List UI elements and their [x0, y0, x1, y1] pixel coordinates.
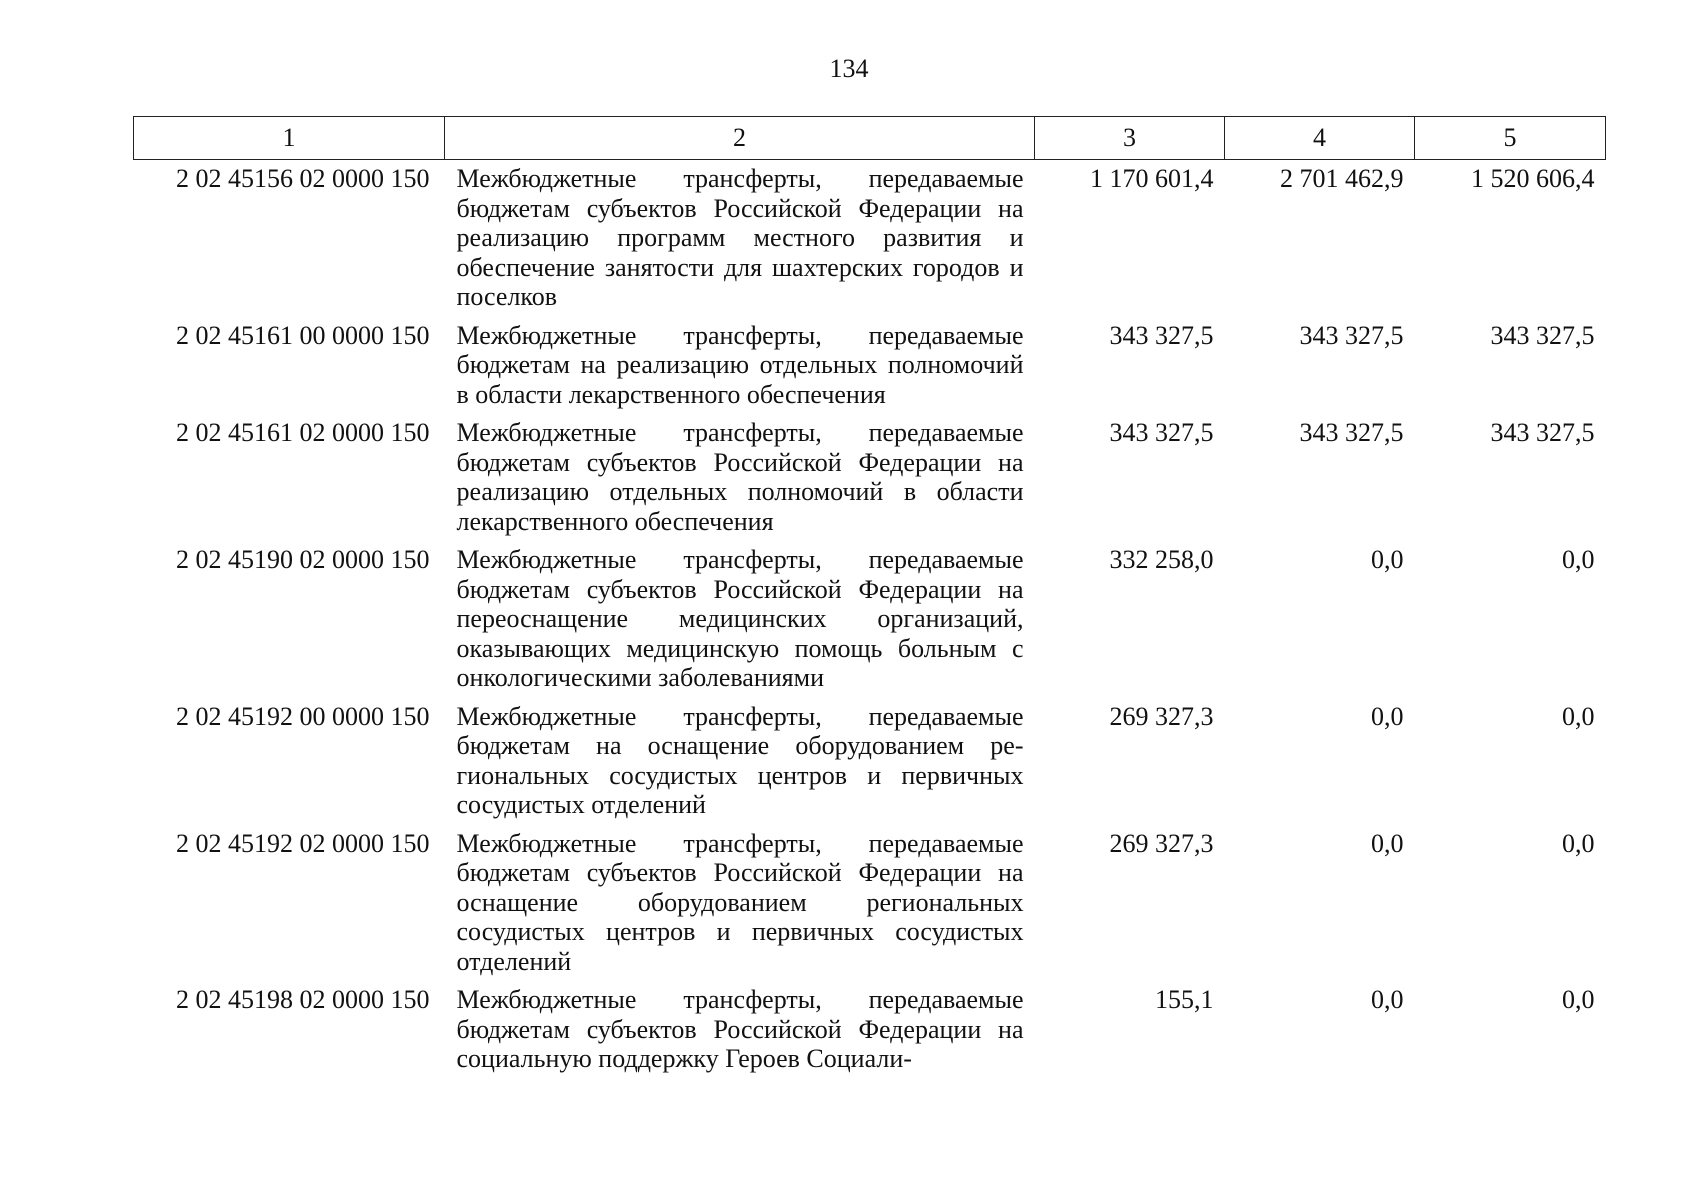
- header-col-1: 1: [134, 117, 445, 160]
- table-row: [134, 823, 1606, 980]
- amount-col-5: 1 520 606,4: [1471, 164, 1595, 193]
- budget-code: 2 02 45192 00 0000 150: [176, 701, 430, 731]
- budget-code: 2 02 45190 02 0000 150: [176, 545, 430, 574]
- budget-code: 2 02 45161 02 0000 150: [176, 418, 430, 447]
- budget-code: 2 02 45156 02 0000 150: [176, 164, 430, 193]
- row-description: Межбюджетные трансферты, передаваемые бюджетам на реализацию отдельных полномочий в области лекарственного обеспечения: [456, 320, 1024, 409]
- amount-col-4: 343 327,5: [1299, 320, 1404, 350]
- amount-col-3: 269 327,3: [1109, 828, 1214, 858]
- amount-col-4: 343 327,5: [1299, 418, 1404, 447]
- header-col-3: 3: [1035, 117, 1225, 160]
- row-description: Межбюджетные трансферты, передаваемые бюджетам субъектов Российской Федерации на переоснащение медицинских организаций, оказывающих медицинскую помощь больным с онкологическими заболеваниями: [456, 545, 1024, 692]
- table-header: [134, 117, 1606, 160]
- amount-col-3: 343 327,5: [1109, 418, 1214, 447]
- amount-col-3: 269 327,3: [1109, 701, 1214, 731]
- row-description: Межбюджетные трансферты, передаваемые бюджетам на оснащение оборудованием региональных сосудистых центров и первичных сосудистых отделений: [456, 701, 1024, 819]
- amount-col-5: 0,0: [1562, 828, 1595, 858]
- amount-col-4: 0,0: [1371, 985, 1404, 1014]
- budget-table: [133, 116, 1606, 1077]
- header-col-4: 4: [1225, 117, 1415, 160]
- row-description: Межбюджетные трансферты, передаваемые бюджетам субъектов Российской Федерации на реализацию отдельных полномочий в области лекарственного обеспечения: [456, 418, 1024, 536]
- amount-col-5: 343 327,5: [1490, 418, 1595, 447]
- header-col-2: 2: [445, 117, 1035, 160]
- table-row: [134, 160, 1606, 315]
- budget-code: 2 02 45192 02 0000 150: [176, 828, 430, 858]
- amount-col-5: 343 327,5: [1490, 320, 1595, 350]
- amount-col-3: 1 170 601,4: [1090, 164, 1214, 193]
- amount-col-3: 343 327,5: [1109, 320, 1214, 350]
- header-col-5: 5: [1415, 117, 1606, 160]
- table-body: [134, 160, 1606, 1077]
- table-row: [134, 539, 1606, 696]
- row-description: Межбюджетные трансферты, передаваемые бюджетам субъектов Российской Федерации на оснащение оборудованием региональных сосудистых центров и первичных сосудистых отделений: [456, 828, 1024, 976]
- amount-col-5: 0,0: [1562, 701, 1595, 731]
- amount-col-4: 0,0: [1371, 828, 1404, 858]
- amount-col-4: 0,0: [1371, 545, 1404, 574]
- amount-col-5: 0,0: [1562, 545, 1595, 574]
- amount-col-5: 0,0: [1562, 985, 1595, 1014]
- table-row: [134, 696, 1606, 823]
- amount-col-4: 0,0: [1371, 701, 1404, 731]
- amount-col-4: 2 701 462,9: [1280, 164, 1404, 193]
- header-row: [134, 117, 1606, 160]
- table-row: [134, 412, 1606, 539]
- amount-col-3: 155,1: [1155, 985, 1214, 1014]
- row-description: Межбюджетные трансферты, передаваемые бюджетам субъектов Российской Федерации на реализацию программ местного развития и обеспечение занятости для шахтерских городов и поселков: [456, 164, 1024, 311]
- table-row: [134, 315, 1606, 413]
- table-row: [134, 979, 1606, 1077]
- amount-col-3: 332 258,0: [1109, 545, 1214, 574]
- row-description: Межбюджетные трансферты, передаваемые бюджетам субъектов Российской Федерации на социальную поддержку Героев Социали-: [456, 985, 1024, 1073]
- budget-code: 2 02 45161 00 0000 150: [176, 320, 430, 350]
- page-number: 134: [829, 54, 869, 83]
- budget-code: 2 02 45198 02 0000 150: [176, 985, 430, 1014]
